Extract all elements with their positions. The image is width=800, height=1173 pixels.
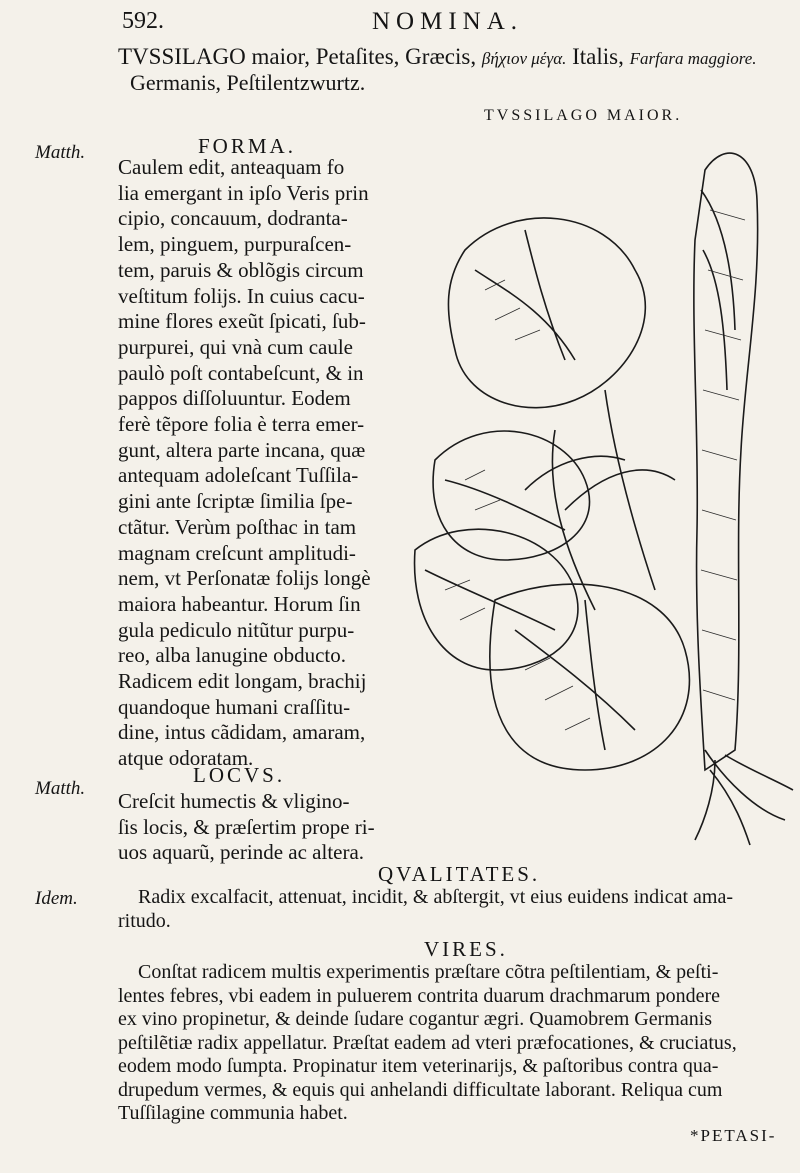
text-line: pappos diſſoluuntur. Eodem bbox=[118, 386, 351, 411]
text-line: atque odoratam. bbox=[118, 746, 254, 771]
text-line: antequam adoleſcant Tuſſila- bbox=[118, 463, 359, 488]
plant-woodcut-illustration bbox=[405, 130, 795, 850]
text-line: lentes febres, vbi eadem in puluerem contrita duarum drachmarum pondere bbox=[118, 984, 720, 1007]
running-head: NOMINA. bbox=[372, 8, 524, 35]
text-line: uos aquarũ, perinde ac altera. bbox=[118, 840, 365, 865]
margin-note-forma: Matth. bbox=[35, 142, 86, 163]
title-latin: TVSSILAGO maior, Petaſites, Græcis, bbox=[118, 44, 477, 69]
text-line: gula pediculo nitũtur purpu- bbox=[118, 617, 355, 642]
text-line: maiora habeantur. Horum ſin bbox=[118, 591, 361, 616]
text-line: gunt, altera parte incana, quæ bbox=[118, 437, 366, 462]
text-line: ritudo. bbox=[118, 909, 171, 932]
text-line: tem, paruis & oblõgis circum bbox=[118, 257, 364, 282]
figure-caption: TVSSILAGO MAIOR. bbox=[484, 107, 683, 124]
text-line: drupedum vermes, & equis qui anhelandi difficultate laborant. Reliqua cum bbox=[118, 1078, 723, 1101]
text-line: gini ante ſcriptæ ſimilia ſpe- bbox=[118, 489, 353, 514]
section-heading-forma: FORMA. bbox=[198, 134, 296, 158]
text-line: lem, pinguem, purpuraſcen- bbox=[118, 232, 352, 257]
entry-title-line1 bbox=[118, 44, 757, 70]
text-line: ex vino propinetur, & deinde ſudare cogantur ægri. Quamobrem Germanis bbox=[118, 1008, 713, 1030]
catchword: *PETASI- bbox=[690, 1126, 777, 1145]
text-line: cipio, concauum, dodranta- bbox=[118, 206, 348, 231]
text-line: ctãtur. Verùm poſthac in tam bbox=[118, 514, 357, 539]
text-line: Radicem edit longam, brachij bbox=[118, 669, 367, 694]
text-line: Caulem edit, anteaquam fo bbox=[118, 155, 345, 179]
text-line: Conſtat radicem multis experimentis præſtare cõtra peſtilentiam, & peſti- bbox=[138, 961, 719, 983]
section-heading-locus: LOCVS. bbox=[193, 763, 286, 787]
title-italis: Italis, bbox=[572, 44, 624, 69]
vires-paragraph bbox=[118, 961, 778, 1126]
text-line: veſtitum folijs. In cuius cacu- bbox=[118, 283, 365, 308]
locus-paragraph bbox=[118, 789, 400, 866]
margin-note-qualitates: Idem. bbox=[35, 888, 78, 909]
title-greek: βήχιον μέγα. bbox=[481, 49, 567, 68]
text-line: mine flores exeũt ſpicati, ſub- bbox=[118, 309, 366, 334]
entry-title-line2: Germanis, Peſtilentzwurtz. bbox=[130, 70, 366, 95]
section-heading-qualitates: QVALITATES. bbox=[378, 862, 541, 886]
text-line: magnam creſcunt amplitudi- bbox=[118, 540, 356, 565]
text-line: Tuſſilagine communia habet. bbox=[118, 1102, 348, 1124]
text-line: nem, vt Perſonatæ folijs longè bbox=[118, 566, 371, 591]
text-line: purpurei, qui vnà cum caule bbox=[118, 334, 353, 359]
text-line: paulò poſt contabeſcunt, & in bbox=[118, 360, 364, 385]
section-heading-vires: VIRES. bbox=[424, 937, 508, 961]
text-line: lia emergant in ipſo Veris prin bbox=[118, 180, 369, 205]
text-line: eodem modo ſumpta. Propinatur item veterinarijs, & paſtoribus contra qua- bbox=[118, 1055, 719, 1077]
text-line: ſis locis, & præſertim prope ri- bbox=[118, 814, 375, 839]
text-line: quandoque humani craſſitu- bbox=[118, 694, 351, 719]
margin-note-locus: Matth. bbox=[35, 778, 86, 799]
text-line: dine, intus cãdidam, amaram, bbox=[118, 720, 366, 745]
text-line: Radix excalfacit, attenuat, incidit, & abſtergit, vt eius euidens indicat ama- bbox=[138, 886, 733, 908]
page-number: 592. bbox=[122, 8, 164, 34]
forma-paragraph bbox=[118, 155, 400, 772]
text-line: reo, alba lanugine obducto. bbox=[118, 643, 347, 668]
text-line: ferè tẽpore folia è terra emer- bbox=[118, 412, 365, 437]
text-line: peſtilẽtiæ radix appellatur. Præſtat eadem ad vteri præfocationes, & cruciatus, bbox=[118, 1031, 737, 1054]
title-italian: Farfara maggiore. bbox=[629, 49, 757, 68]
qualitates-paragraph bbox=[118, 886, 778, 933]
text-line: Creſcit humectis & vligino- bbox=[118, 789, 350, 813]
